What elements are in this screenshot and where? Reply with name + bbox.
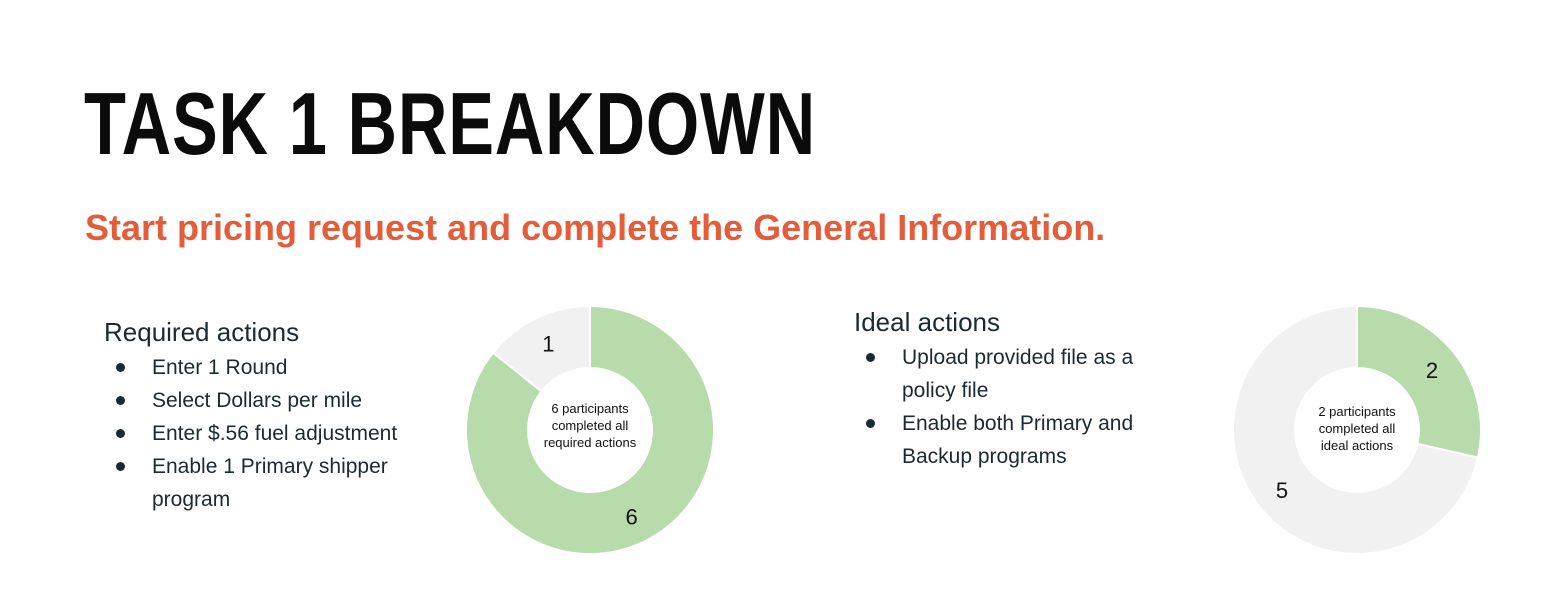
slice-data-label: 2: [1425, 358, 1439, 384]
ideal-actions-section: [854, 305, 1174, 473]
center-line: ideal actions: [1320, 438, 1394, 453]
center-line: 6 participants: [551, 401, 629, 416]
donut-center-label: [1297, 403, 1417, 454]
bullet-icon: [866, 419, 875, 428]
list-item: [104, 384, 444, 417]
donut-center-label: [525, 400, 655, 451]
slide-title: TASK 1 BREAKDOWN: [84, 74, 816, 173]
ideal-actions-heading: Ideal actions: [854, 307, 1000, 337]
ideal-actions-donut-chart: [1232, 305, 1482, 555]
list-item: [104, 450, 422, 516]
slice-data-label: 5: [1275, 477, 1289, 503]
list-item-text: Enable 1 Primary shipper program: [152, 455, 388, 511]
center-line: required actions: [543, 435, 637, 450]
required-actions-list: [104, 351, 444, 516]
center-line: completed all: [551, 418, 629, 433]
required-actions-section: [104, 315, 444, 516]
bullet-icon: [116, 363, 125, 372]
list-item-text: Enter $.56 fuel adjustment: [152, 422, 398, 445]
bullet-icon: [866, 353, 875, 362]
center-line: 2 participants: [1318, 404, 1396, 419]
slide-subtitle: Start pricing request and complete the General Information.: [85, 207, 1106, 248]
slice-data-label: 6: [625, 504, 638, 530]
list-item: [854, 341, 1172, 407]
list-item-text: Select Dollars per mile: [152, 389, 363, 412]
list-item: [854, 407, 1172, 473]
ideal-actions-list: [854, 341, 1174, 473]
list-item-text: Enable both Primary and Backup programs: [902, 412, 1134, 468]
bullet-icon: [116, 396, 125, 405]
slice-data-label: 1: [542, 331, 555, 357]
list-item-text: Enter 1 Round: [152, 356, 288, 379]
required-actions-heading: Required actions: [104, 317, 300, 347]
list-item: [104, 351, 444, 384]
list-item: [104, 417, 444, 450]
bullet-icon: [116, 462, 125, 471]
list-item-text: Upload provided file as a policy file: [902, 346, 1134, 402]
center-line: completed all: [1318, 421, 1396, 436]
required-actions-donut-chart: [465, 305, 715, 555]
bullet-icon: [116, 429, 125, 438]
